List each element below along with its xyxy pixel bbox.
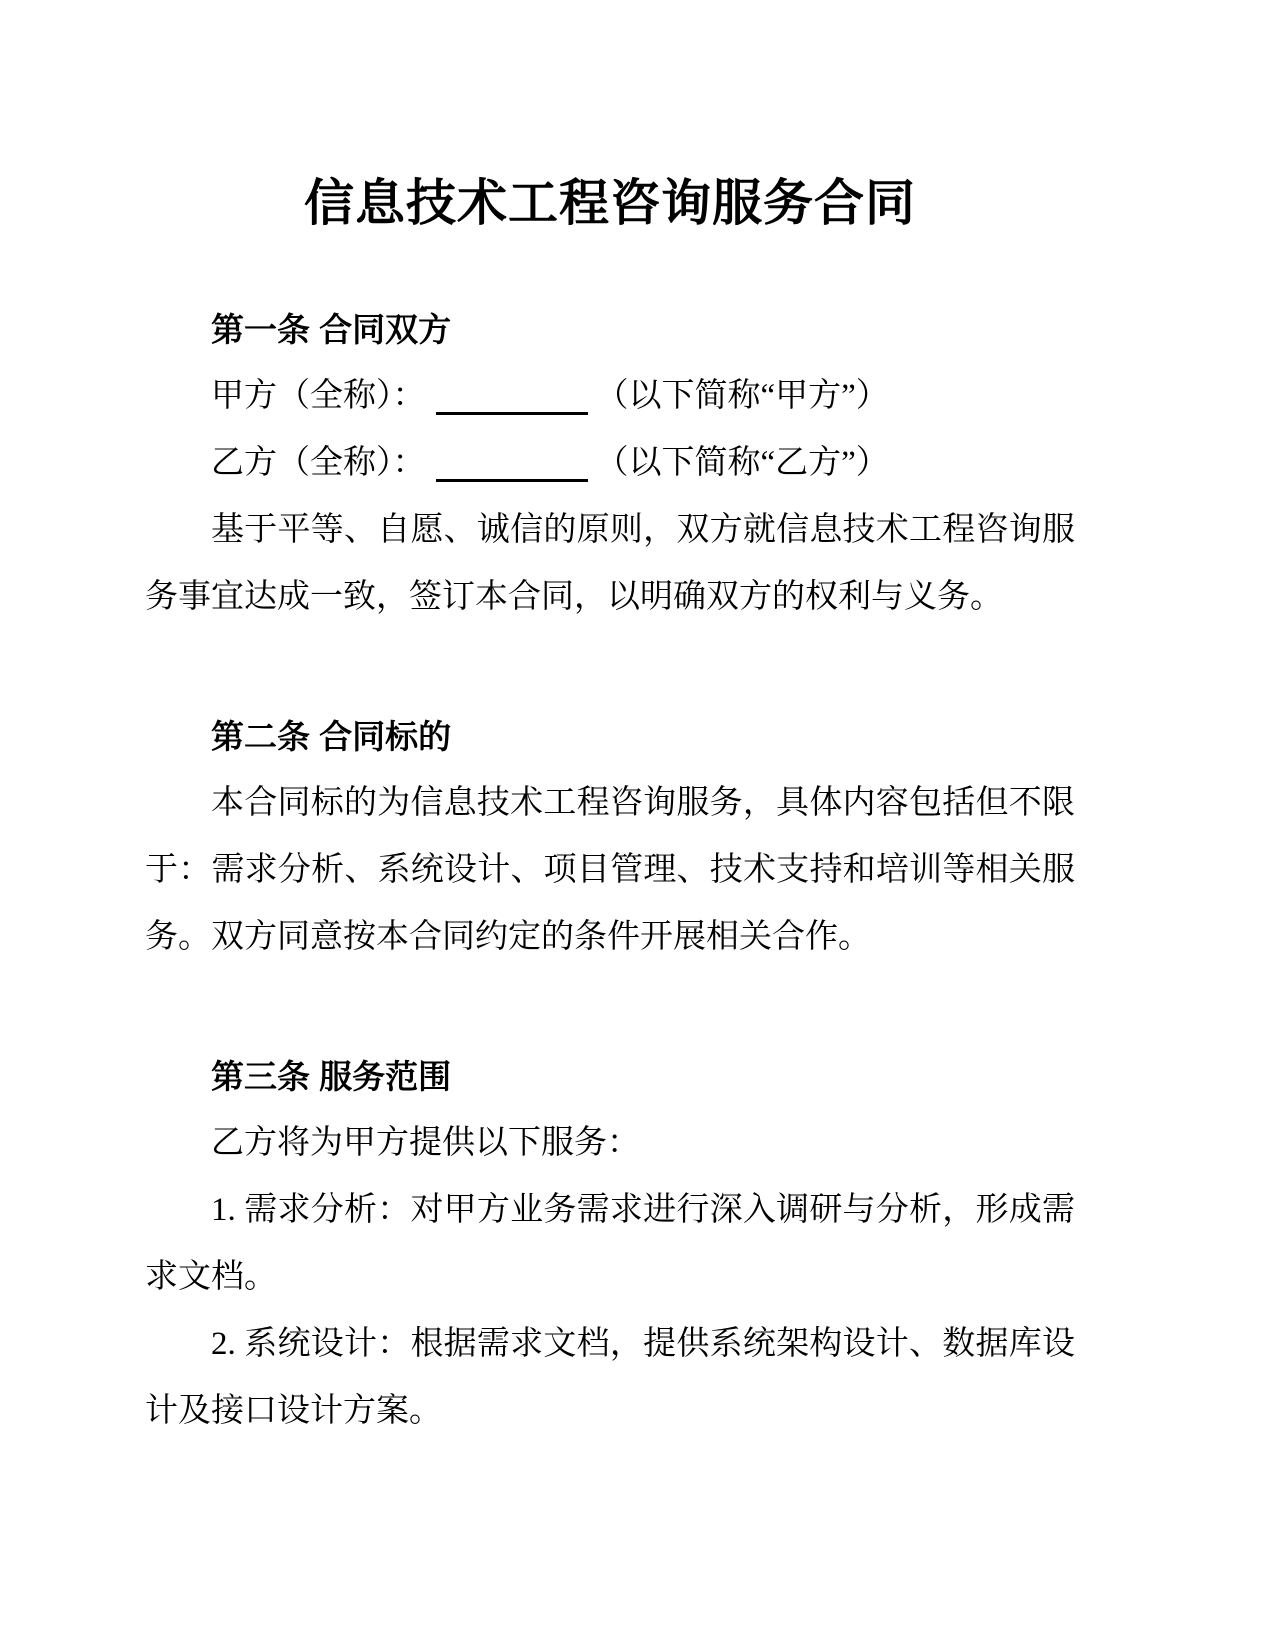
party-a-line	[145, 363, 1075, 430]
article2-heading: 第二条 合同标的	[211, 718, 452, 755]
contract-basis-paragraph: 基于平等、自愿、诚信的原则，双方就信息技术工程咨询服务事宜达成一致，签订本合同，以明确双方的权利与义务。	[145, 512, 1075, 615]
party-b-shortname: （以下简称“乙方”）	[595, 445, 889, 481]
service-item-2: 2. 系统设计：根据需求文档，提供系统架构设计、数据库设计及接口设计方案。	[145, 1326, 1075, 1429]
service-scope-intro: 乙方将为甲方提供以下服务：	[211, 1125, 640, 1161]
party-a-blank-field	[436, 412, 588, 415]
contract-body	[145, 0, 1075, 1445]
party-b-label: 乙方（全称）：	[211, 445, 426, 481]
party-b-blank-field	[436, 479, 588, 482]
article1-heading: 第一条 合同双方	[211, 311, 452, 348]
document-title: 信息技术工程咨询服务合同	[304, 175, 916, 231]
party-a-shortname: （以下简称“甲方”）	[595, 378, 889, 414]
party-b-line	[145, 430, 1075, 497]
service-item-1: 1. 需求分析：对甲方业务需求进行深入调研与分析，形成需求文档。	[145, 1192, 1075, 1295]
party-a-label: 甲方（全称）：	[211, 378, 426, 414]
contract-subject-paragraph: 本合同标的为信息技术工程咨询服务，具体内容包括但不限于：需求分析、系统设计、项目管理、技术支持和培训等相关服务。双方同意按本合同约定的条件开展相关合作。	[145, 785, 1075, 955]
article3-heading: 第三条 服务范围	[211, 1058, 452, 1095]
